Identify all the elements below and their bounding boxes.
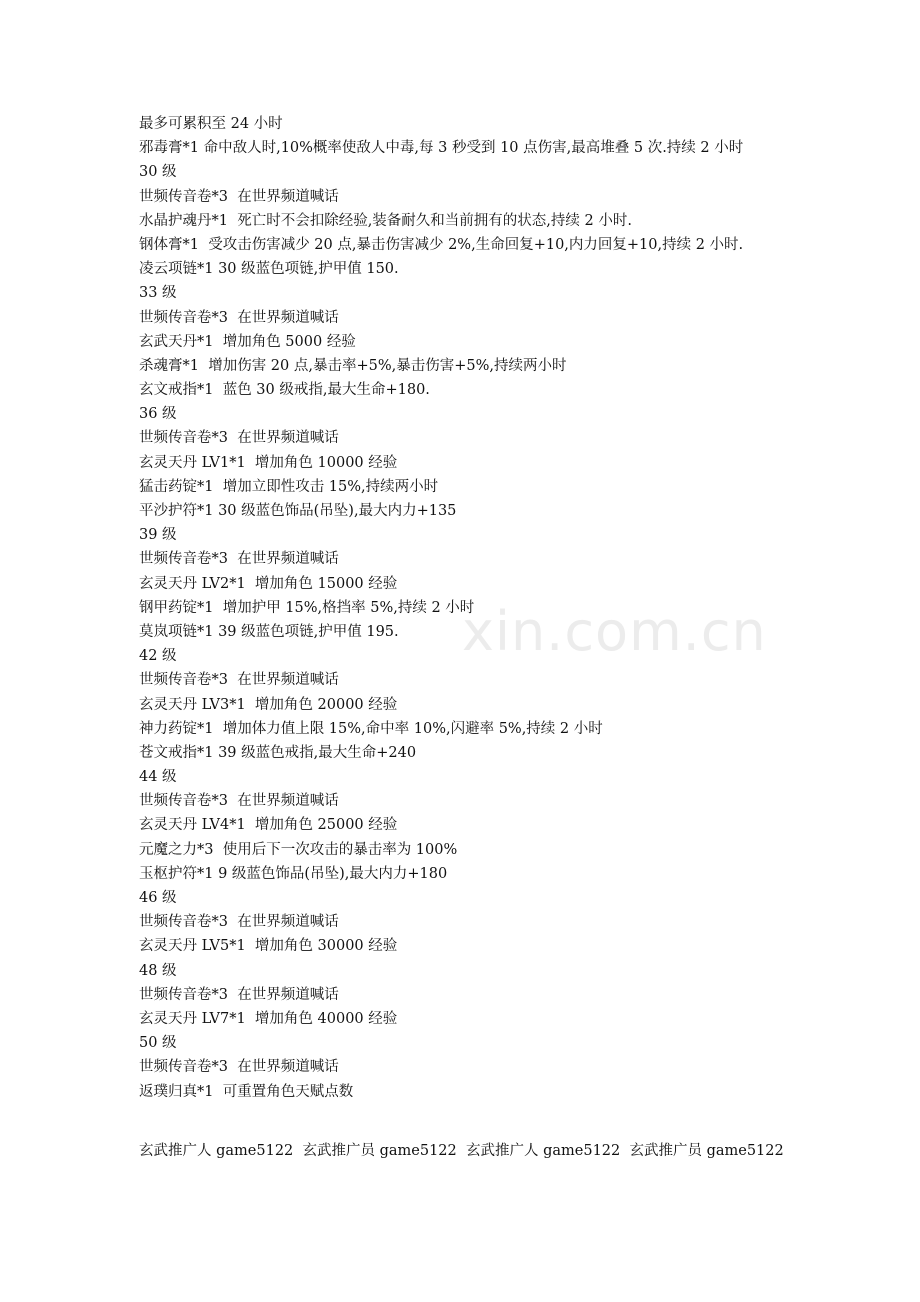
- footer-promo: 玄武推广人 game5122 玄武推广员 game5122 玄武推广人 game5122 玄武推广员 game5122: [139, 1142, 784, 1159]
- text-line: 世频传音卷*3 在世界频道喊话: [139, 188, 339, 205]
- text-line: 世频传音卷*3 在世界频道喊话: [139, 914, 339, 931]
- text-line: 玄灵天丹 LV3*1 增加角色 20000 经验: [139, 696, 398, 713]
- text-line: 玄文戒指*1 蓝色 30 级戒指,最大生命+180.: [139, 382, 430, 399]
- watermark-text: xin.com.cn: [462, 600, 767, 663]
- text-line: 凌云项链*1 30 级蓝色项链,护甲值 150.: [139, 261, 399, 278]
- text-line: 玄武天丹*1 增加角色 5000 经验: [139, 333, 356, 350]
- text-line: 水晶护魂丹*1 死亡时不会扣除经验,装备耐久和当前拥有的状态,持续 2 小时.: [139, 212, 632, 229]
- text-line: 邪毒膏*1 命中敌人时,10%概率使敌人中毒,每 3 秒受到 10 点伤害,最高堆叠 5 次.持续 2 小时: [139, 140, 744, 157]
- text-line: 世频传音卷*3 在世界频道喊话: [139, 430, 339, 447]
- level-heading: 30 级: [139, 164, 177, 181]
- text-line: 猛击药锭*1 增加立即性攻击 15%,持续两小时: [139, 478, 439, 495]
- text-line: 玄灵天丹 LV4*1 增加角色 25000 经验: [139, 817, 398, 834]
- level-heading: 33 级: [139, 285, 177, 302]
- text-line: 世频传音卷*3 在世界频道喊话: [139, 1059, 339, 1076]
- level-heading: 46 级: [139, 890, 177, 907]
- level-heading: 42 级: [139, 648, 177, 665]
- text-line: 平沙护符*1 30 级蓝色饰品(吊坠),最大内力+135: [139, 503, 457, 520]
- level-heading: 39 级: [139, 527, 177, 544]
- level-heading: 44 级: [139, 769, 177, 786]
- text-line: 最多可累积至 24 小时: [139, 116, 283, 132]
- level-heading: 36 级: [139, 406, 177, 423]
- text-line: 世频传音卷*3 在世界频道喊话: [139, 986, 339, 1003]
- text-line: 钢甲药锭*1 增加护甲 15%,格挡率 5%,持续 2 小时: [139, 599, 475, 616]
- text-line: 莫岚项链*1 39 级蓝色项链,护甲值 195.: [139, 623, 399, 640]
- text-line: 世频传音卷*3 在世界频道喊话: [139, 793, 339, 810]
- text-line: 世频传音卷*3 在世界频道喊话: [139, 672, 339, 689]
- text-line: 玄灵天丹 LV7*1 增加角色 40000 经验: [139, 1010, 398, 1027]
- level-heading: 50 级: [139, 1035, 177, 1052]
- text-line: 返璞归真*1 可重置角色天赋点数: [139, 1083, 354, 1100]
- text-line: 世频传音卷*3 在世界频道喊话: [139, 309, 339, 326]
- level-heading: 48 级: [139, 962, 177, 979]
- text-line: 玄灵天丹 LV5*1 增加角色 30000 经验: [139, 938, 398, 955]
- text-line: 神力药锭*1 增加体力值上限 15%,命中率 10%,闪避率 5%,持续 2 小时: [139, 720, 603, 737]
- blank-line: [139, 1104, 799, 1128]
- text-line: 玉枢护符*1 9 级蓝色饰品(吊坠),最大内力+180: [139, 865, 448, 882]
- text-line: 世频传音卷*3 在世界频道喊话: [139, 551, 339, 568]
- document-body: [139, 112, 799, 1163]
- text-line: 杀魂膏*1 增加伤害 20 点,暴击率+5%,暴击伤害+5%,持续两小时: [139, 357, 567, 374]
- text-line: 玄灵天丹 LV2*1 增加角色 15000 经验: [139, 575, 398, 592]
- text-line: 苍文戒指*1 39 级蓝色戒指,最大生命+240: [139, 744, 417, 761]
- text-line: 元魔之力*3 使用后下一次攻击的暴击率为 100%: [139, 841, 458, 858]
- text-line: 钢体膏*1 受攻击伤害减少 20 点,暴击伤害减少 2%,生命回复+10,内力回复+10,持续 2 小时.: [139, 236, 744, 253]
- text-line: 玄灵天丹 LV1*1 增加角色 10000 经验: [139, 454, 398, 471]
